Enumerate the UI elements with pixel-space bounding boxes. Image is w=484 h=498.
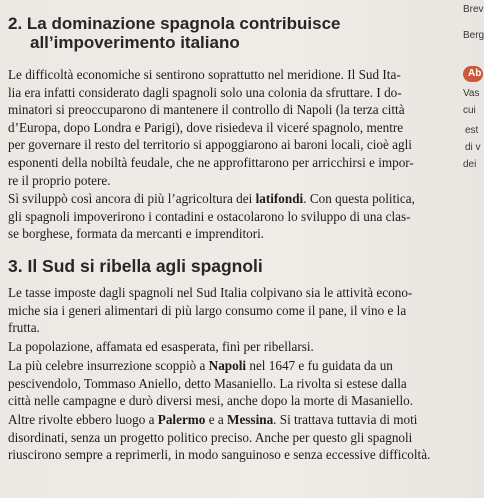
- section-2-paragraph-1: [8, 66, 414, 189]
- keyword-messina: Messina: [227, 412, 274, 427]
- text-line: miche sia i generi alimentari di più largo consumo come il pane, il vino e la: [8, 302, 407, 318]
- sidebar-fragment-berg: Berg: [463, 30, 484, 41]
- section-3-paragraph-4: [8, 411, 430, 464]
- text-line: [8, 411, 430, 429]
- sidebar-fragment-div: di v: [465, 142, 481, 153]
- section-3-paragraph-2: [8, 338, 314, 356]
- text-line: riuscirono sempre a reprimerli, in modo sanguinoso e senza eccessive difficoltà.: [8, 447, 431, 463]
- text-line: La popolazione, affamata ed esasperata, finì per ribellarsi.: [8, 339, 314, 354]
- text-line: gli spagnoli impoverirono i contadini e ostacolarono lo sviluppo di una clas-: [8, 208, 411, 224]
- sidebar-fragment-cui: cui: [463, 105, 476, 116]
- text-line: pescivendolo, Tommaso Aniello, detto Masaniello. La rivolta si estese dalla: [8, 375, 407, 391]
- text-line: re il proprio potere.: [8, 172, 111, 188]
- sidebar-fragment-brev: Brev: [463, 4, 484, 15]
- text-line: esponenti della nobiltà feudale, che ne approfittarono per arricchirsi e impor-: [8, 154, 414, 170]
- text-line: Le tasse imposte dagli spagnoli nel Sud Italia colpivano sia le attività econo-: [8, 285, 413, 300]
- text-line: città nelle campagne e durò diversi mesi, anche dopo la morte di Masaniello.: [8, 393, 414, 409]
- keyword-latifondi: latifondi: [255, 191, 304, 206]
- text-line: d’Europa, dopo Londra e Parigi), dove risiedeva il viceré spagnolo, mentre: [8, 119, 404, 135]
- section-3-heading: 3. Il Sud si ribella agli spagnoli: [8, 256, 263, 276]
- section-2-title-line2: all’impoverimento italiano: [30, 33, 240, 52]
- text-line: [8, 190, 415, 208]
- text-run: Sì sviluppò così ancora di più l’agricoltura dei: [8, 191, 256, 206]
- sidebar-badge: Ab: [463, 66, 483, 82]
- text-line: lia era infatti considerato dagli spagnoli solo una colonia da sfruttare. I do-: [8, 84, 402, 100]
- keyword-palermo: Palermo: [157, 412, 206, 427]
- text-line: per governare il resto del territorio si appoggiarono ai baroni locali, cioè agli: [8, 137, 412, 153]
- sidebar-fragment-dei: dei: [463, 159, 477, 170]
- section-3-paragraph-3: [8, 357, 413, 410]
- text-run: nel 1647 e fu guidata da un: [246, 358, 393, 373]
- text-line: minatori si preoccuparono di mantenere il controllo di Napoli (la terza città: [8, 102, 405, 118]
- text-line: frutta.: [8, 320, 40, 336]
- text-run: Altre rivolte ebbero luogo a: [8, 412, 158, 427]
- sidebar-fragment-est: est: [465, 125, 479, 136]
- section-2-title-line1: 2. La dominazione spagnola contribuisce: [8, 14, 341, 33]
- text-run: . Si trattava tuttavia di moti: [273, 412, 418, 427]
- section-2-paragraph-2: [8, 190, 415, 243]
- sidebar-fragment-vas: Vas: [463, 88, 480, 99]
- text-run: . Con questa politica,: [303, 191, 415, 206]
- keyword-napoli: Napoli: [208, 358, 247, 373]
- text-line: Le difficoltà economiche si sentirono soprattutto nel meridione. Il Sud Ita-: [8, 67, 401, 82]
- text-line: [8, 357, 413, 375]
- section-3-paragraph-1: [8, 284, 412, 337]
- section-2-heading: [8, 14, 341, 52]
- text-line: se borghese, formata da mercanti e imprenditori.: [8, 226, 265, 242]
- text-run: e a: [205, 412, 227, 427]
- text-line: disordinati, senza un progetto politico preciso. Anche per questo gli spagnoli: [8, 429, 413, 445]
- text-run: La più celebre insurrezione scoppiò a: [8, 358, 209, 373]
